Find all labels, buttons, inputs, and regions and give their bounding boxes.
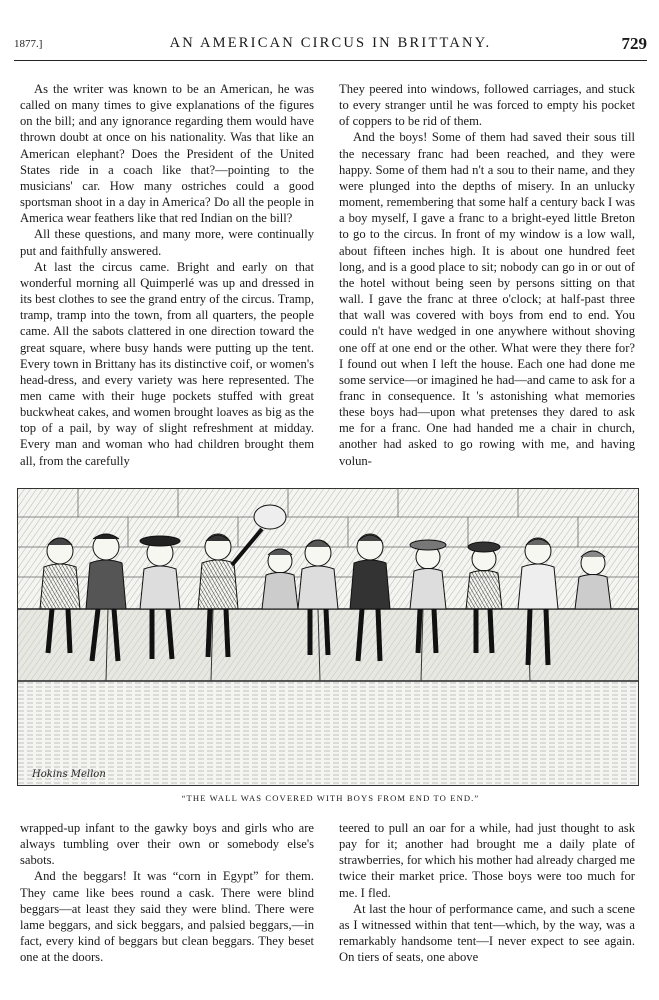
- illustration-caption: “THE WALL WAS COVERED WITH BOYS FROM END TO END.”: [181, 793, 480, 803]
- header-year: 1877.]: [14, 38, 43, 50]
- engraving-boys-on-wall: [17, 488, 639, 786]
- paragraph: At last the circus came. Bright and early on that wonderful morning all Quimperlé was up and dressed in its best clothes to see the grand entry of the circus. Tramp, tramp, tramp into the town, from all quarters, the people came. All the sabots clattered in one direction toward the great square, where busy hands were putting up the tent. Every town in Brittany has its distinctive coif, or women's head-dress, and every variety was here represented. The men came with their huge pockets stuffed with great buckwheat cakes, and women brought loaves as big as the top of a pail, by way of slight refreshment at midday. Every man and woman who had children brought them all, from the carefully: [20, 259, 314, 468]
- column-top-left: [20, 81, 314, 469]
- paragraph: teered to pull an oar for a while, had just thought to ask pay for it; another had brought me a daily plate of strawberries, for which his mother had already charged me twice their market price. Those boys were too much for me. I fled.: [339, 821, 635, 900]
- engraving-drawing: [18, 489, 638, 785]
- header-title: AN AMERICAN CIRCUS IN BRITTANY.: [169, 35, 492, 51]
- running-header: [14, 34, 647, 61]
- paragraph: All these questions, and many more, were continually put and faithfully answered.: [20, 227, 314, 258]
- paragraph: They peered into windows, followed carriages, and stuck to every stranger until he was forced to empty his pocket of coppers to be rid of them.: [339, 82, 635, 129]
- paragraph: wrapped-up infant to the gawky boys and girls who are always tumbling over their own or somebody else's sabots.: [20, 821, 314, 868]
- engraver-signature: Hokins Mellon: [32, 769, 106, 780]
- paragraph: At last the hour of performance came, and such a scene as I witnessed within that tent—which, by the way, was a remarkably handsome tent—I never expect to see again. On tiers of seats, one above: [339, 901, 635, 965]
- paragraph: And the beggars! It was “corn in Egypt” for them. They came like bees round a cask. There were blind beggars—at least they said they were blind. There were lame beggars, and sick beggars, and palsied beggars,—in fact, every kind of beggars but clean beggars. They beset one at the doors.: [20, 869, 314, 965]
- column-top-right: [339, 81, 635, 469]
- paragraph: And the boys! Some of them had saved their sous till the necessary franc had been reached, and they were happy. Some of them had n't a sou to their name, and they were plunged into the depths of misery. In an unlucky moment, remembering that some half a century back I was a boy myself, I gave a franc to a bright-eyed little Breton to go to the circus. In front of my window is a low wall, about fifteen inches high. It is about one hundred feet long, and is a good place to sit; nobody can go in or out of the hotel without being seen by persons sitting on that wall. I gave the franc at three o'clock; at half-past three that wall was covered with boys from end to end. You could n't have wedged in one anywhere without shoving one off at one end or the other. What were they there for? I found out when I left the house. Each one had done me some service—or imagined he had—and came to ask for a franc in consequence. It 's astonishing what memories these boys had—upon what pretenses they dared to ask me for a franc. One had handed me a chair in church, another had asked to go rowing with me, and having volun-: [339, 130, 635, 468]
- column-bottom-right: [339, 820, 635, 965]
- page-number: 729: [621, 34, 647, 53]
- paragraph: As the writer was known to be an American, he was called on many times to give explanations of the figures on the bill; and any ignorance regarding them would have thrown doubt at once on his nationality. Was that like an American elephant? Does the President of the United States ride in a coach like that?—pointing to the musicians' car. How many ostriches could a good sportsman shoot in a day in America? Do all the people in America wear feathers like that red Indian on the bill?: [20, 82, 314, 226]
- column-bottom-left: [20, 820, 314, 965]
